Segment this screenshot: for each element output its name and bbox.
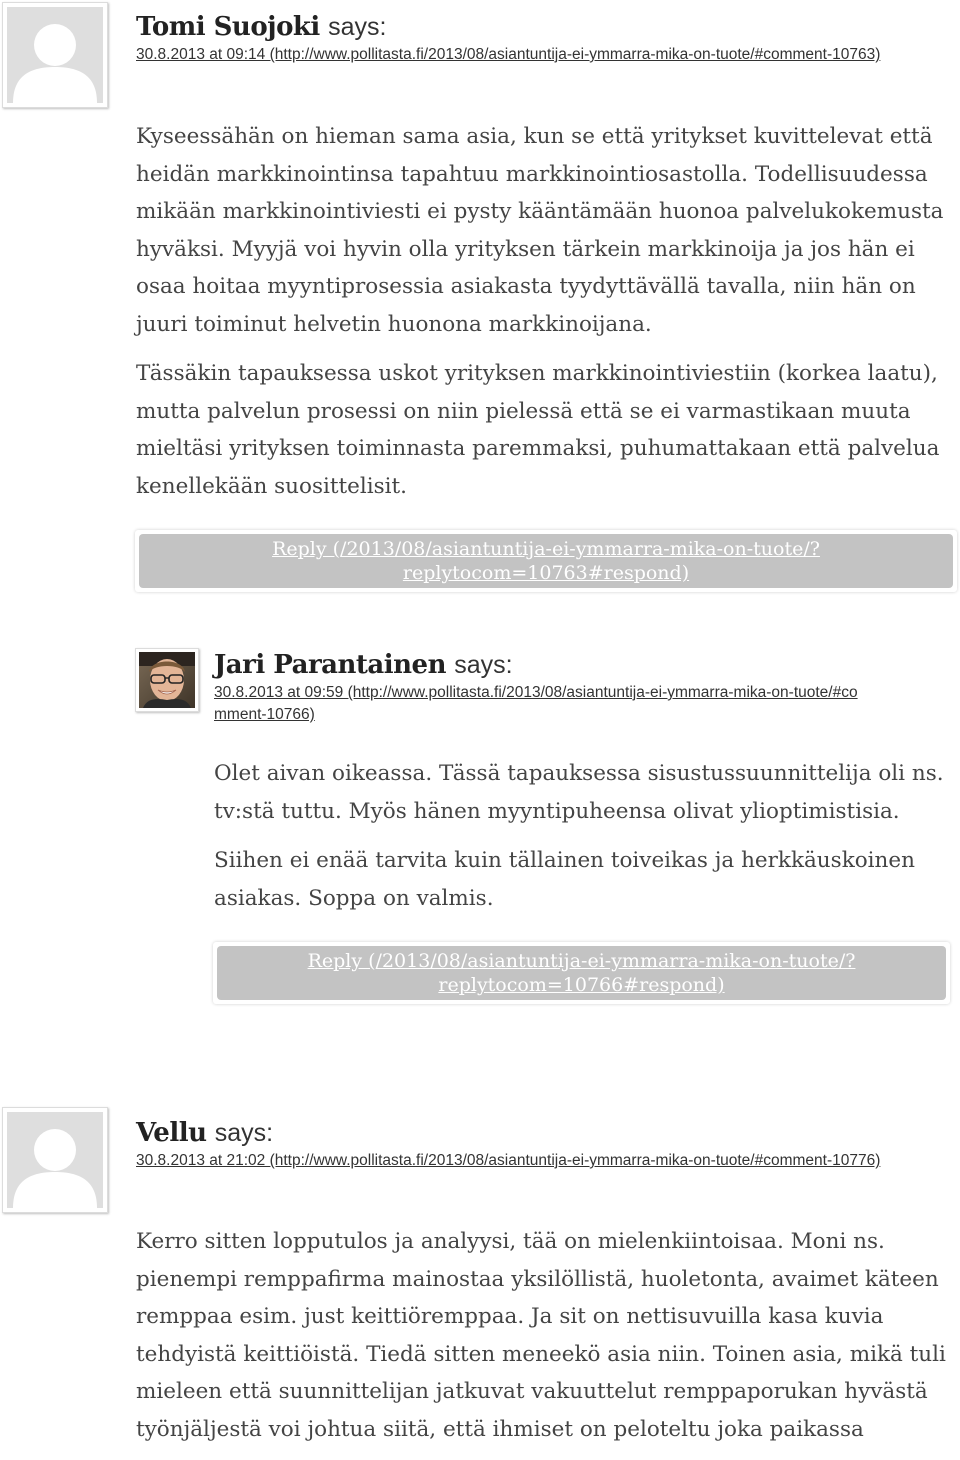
author-name: Tomi Suojoki	[136, 12, 320, 42]
comment-meta	[136, 1118, 926, 1172]
says-label: says:	[454, 651, 513, 679]
comment-body	[136, 1223, 951, 1460]
reply-button[interactable]: Reply (/2013/08/asiantuntija-ei-ymmarra-mika-on-tuote/?replytocom=10763#respond)	[139, 534, 953, 588]
comment-paragraph: Tässäkin tapauksessa uskot yrityksen markkinointiviestiin (korkea laatu), mutta palvelun prosessi on niin pielessä että se ei varmastikaan muuta mieltäsi yrityksen toiminnasta paremmaksi, puhumattakaan että palvelua kenellekään suosittelisit.	[136, 361, 940, 499]
author-line	[136, 1118, 926, 1148]
author-name: Jari Parantainen	[214, 650, 447, 680]
says-label: says:	[214, 1119, 274, 1147]
comment-permalink[interactable]: 30.8.2013 at 09:59 (http://www.pollitasta.fi/2013/08/asiantuntija-ei-ymmarra-mika-on-tuote/#comment-10766)	[214, 684, 858, 723]
author-name: Vellu	[136, 1118, 207, 1148]
comment-paragraph: Olet aivan oikeassa. Tässä tapauksessa sisustussuunnittelija oli ns. tv:stä tuttu. Myös hänen myyntipuheensa olivat ylioptimistisia.	[214, 761, 944, 824]
says-label: says:	[328, 13, 387, 41]
comment-paragraph: Kerro sitten lopputulos ja analyysi, tää on mielenkiintoisaa. Moni ns. pienempi remppafirma mainostaa yksilöllistä, huoletonta, avaimet käteen remppaa esim. just keittiöremppaa. Ja sit on nettisuvuilla kasa kuvia tehdyistä keittiöistä. Tiedä sitten meneekö asia niin. Toinen asia, mikä tuli mieleen että suunnittelijan jatkuvat vakuuttelut remppaporukan hyvästä työnjäljestä voi johtua siitä, että ihmiset on peloteltu joka paikassa	[136, 1229, 946, 1442]
default-avatar-icon	[7, 1112, 103, 1208]
comment-permalink[interactable]: 30.8.2013 at 09:14 (http://www.pollitasta.fi/2013/08/asiantuntija-ei-ymmarra-mika-on-tuote/#comment-10763)	[136, 46, 881, 63]
comment-paragraph: Siihen ei enää tarvita kuin tällainen toiveikas ja herkkäuskoinen asiakas. Soppa on valmis.	[214, 848, 915, 911]
comment-permalink[interactable]: 30.8.2013 at 21:02 (http://www.pollitasta.fi/2013/08/asiantuntija-ei-ymmarra-mika-on-tuote/#comment-10776)	[136, 1152, 881, 1169]
comment-paragraph: Kyseessähän on hieman sama asia, kun se että yritykset kuvittelevat että heidän markkinointinsa tapahtuu markkinointiosastolla. Todellisuudessa mikään markkinointiviesti ei pysty kääntämään huonoa palvelukokemusta hyväksi. Myyjä voi hyvin olla yrityksen tärkein markkinoija ja jos hän ei osaa hoitaa myyntiprosessia asiakasta tyydyttävällä tavalla, niin hän on juuri toiminut helvetin huonona markkinoijana.	[136, 124, 944, 337]
avatar	[2, 1107, 108, 1213]
reply-button[interactable]: Reply (/2013/08/asiantuntija-ei-ymmarra-mika-on-tuote/?replytocom=10766#respond)	[217, 946, 946, 1000]
